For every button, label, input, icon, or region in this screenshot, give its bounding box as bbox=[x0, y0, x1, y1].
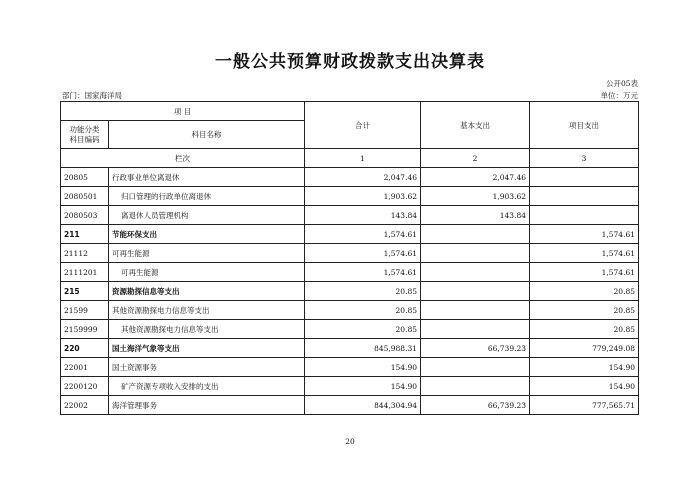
cell-basic: 66,739.23 bbox=[421, 339, 530, 358]
cell-total: 1,574.61 bbox=[305, 263, 421, 282]
table-row bbox=[61, 339, 639, 358]
cell-total: 154.90 bbox=[305, 377, 421, 396]
cell-total: 1,574.61 bbox=[305, 244, 421, 263]
cell-total: 844,304.94 bbox=[305, 396, 421, 415]
header-subject-name: 科目名称 bbox=[109, 121, 305, 149]
cell-basic bbox=[421, 377, 530, 396]
cell-basic bbox=[421, 244, 530, 263]
cell-basic: 2,047.46 bbox=[421, 168, 530, 187]
cell-total: 1,574.61 bbox=[305, 225, 421, 244]
header-func-code bbox=[61, 121, 109, 149]
cell-total: 20.85 bbox=[305, 301, 421, 320]
cell-basic: 66,739.23 bbox=[421, 396, 530, 415]
cell-code: 22002 bbox=[61, 396, 109, 415]
cell-total: 845,988.31 bbox=[305, 339, 421, 358]
cell-project: 20.85 bbox=[530, 282, 639, 301]
cell-code: 211 bbox=[61, 225, 109, 244]
table-row bbox=[61, 206, 639, 225]
cell-project: 779,249.08 bbox=[530, 339, 639, 358]
cell-project: 1,574.61 bbox=[530, 263, 639, 282]
cell-subject-name: 国土海洋气象等支出 bbox=[109, 339, 305, 358]
cell-subject-name: 可再生能源 bbox=[109, 263, 305, 282]
cell-code: 220 bbox=[61, 339, 109, 358]
page-title: 一般公共预算财政拨款支出决算表 bbox=[215, 52, 485, 72]
table-row bbox=[61, 244, 639, 263]
table-row bbox=[61, 168, 639, 187]
cell-code: 21599 bbox=[61, 301, 109, 320]
cell-subject-name: 行政事业单位离退休 bbox=[109, 168, 305, 187]
table-row bbox=[61, 263, 639, 282]
cell-subject-name: 资源勘探信息等支出 bbox=[109, 282, 305, 301]
cell-total: 143.84 bbox=[305, 206, 421, 225]
cell-subject-name: 其他资源勘探电力信息等支出 bbox=[109, 320, 305, 339]
cell-project bbox=[530, 187, 639, 206]
department-label: 部门：国家海洋局 bbox=[62, 91, 122, 100]
cell-code: 215 bbox=[61, 282, 109, 301]
cell-basic: 1,903.62 bbox=[421, 187, 530, 206]
cell-subject-name: 矿产资源专项收入安排的支出 bbox=[109, 377, 305, 396]
cell-total: 20.85 bbox=[305, 320, 421, 339]
cell-project bbox=[530, 206, 639, 225]
cell-subject-name: 离退休人员管理机构 bbox=[109, 206, 305, 225]
table-row bbox=[61, 187, 639, 206]
column-index-row bbox=[61, 149, 639, 168]
header-project: 项目支出 bbox=[530, 102, 639, 149]
cell-subject-name: 海洋管理事务 bbox=[109, 396, 305, 415]
cell-total: 154.90 bbox=[305, 358, 421, 377]
table-row bbox=[61, 377, 639, 396]
column-index-1: 1 bbox=[305, 149, 421, 168]
table-row bbox=[61, 320, 639, 339]
page-number: 20 bbox=[345, 437, 355, 446]
header-func-code-line2: 科目编码 bbox=[69, 134, 100, 144]
cell-total: 1,903.62 bbox=[305, 187, 421, 206]
table-row bbox=[61, 396, 639, 415]
cell-basic bbox=[421, 263, 530, 282]
cell-subject-name: 节能环保支出 bbox=[109, 225, 305, 244]
table-row bbox=[61, 282, 639, 301]
cell-code: 21112 bbox=[61, 244, 109, 263]
cell-basic bbox=[421, 301, 530, 320]
column-index-2: 2 bbox=[421, 149, 530, 168]
cell-project: 20.85 bbox=[530, 301, 639, 320]
cell-code: 2159999 bbox=[61, 320, 109, 339]
table-row bbox=[61, 225, 639, 244]
column-index-label: 栏次 bbox=[61, 149, 305, 168]
cell-basic bbox=[421, 320, 530, 339]
table-row bbox=[61, 358, 639, 377]
cell-code: 2200120 bbox=[61, 377, 109, 396]
cell-code: 2080501 bbox=[61, 187, 109, 206]
cell-project bbox=[530, 168, 639, 187]
cell-subject-name: 国土资源事务 bbox=[109, 358, 305, 377]
cell-basic: 143.84 bbox=[421, 206, 530, 225]
cell-project: 20.85 bbox=[530, 320, 639, 339]
cell-subject-name: 归口管理的行政单位离退休 bbox=[109, 187, 305, 206]
cell-code: 22001 bbox=[61, 358, 109, 377]
cell-total: 2,047.46 bbox=[305, 168, 421, 187]
cell-basic bbox=[421, 358, 530, 377]
cell-project: 154.90 bbox=[530, 377, 639, 396]
cell-subject-name: 可再生能源 bbox=[109, 244, 305, 263]
cell-project: 777,565.71 bbox=[530, 396, 639, 415]
unit-label: 单位：万元 bbox=[600, 91, 638, 100]
expenditure-table bbox=[60, 101, 639, 415]
header-basic: 基本支出 bbox=[421, 102, 530, 149]
header-total: 合计 bbox=[305, 102, 421, 149]
header-func-code-line1: 功能分类 bbox=[69, 124, 100, 134]
cell-code: 2080503 bbox=[61, 206, 109, 225]
cell-code: 2111201 bbox=[61, 263, 109, 282]
header-row-1 bbox=[61, 102, 639, 121]
table-row bbox=[61, 301, 639, 320]
cell-project: 1,574.61 bbox=[530, 244, 639, 263]
cell-basic bbox=[421, 225, 530, 244]
cell-subject-name: 其他资源勘探电力信息等支出 bbox=[109, 301, 305, 320]
column-index-3: 3 bbox=[530, 149, 639, 168]
cell-basic bbox=[421, 282, 530, 301]
cell-project: 1,574.61 bbox=[530, 225, 639, 244]
form-number: 公开05表 bbox=[605, 79, 638, 88]
cell-total: 20.85 bbox=[305, 282, 421, 301]
cell-project: 154.90 bbox=[530, 358, 639, 377]
cell-code: 20805 bbox=[61, 168, 109, 187]
header-item: 项 目 bbox=[61, 102, 305, 121]
